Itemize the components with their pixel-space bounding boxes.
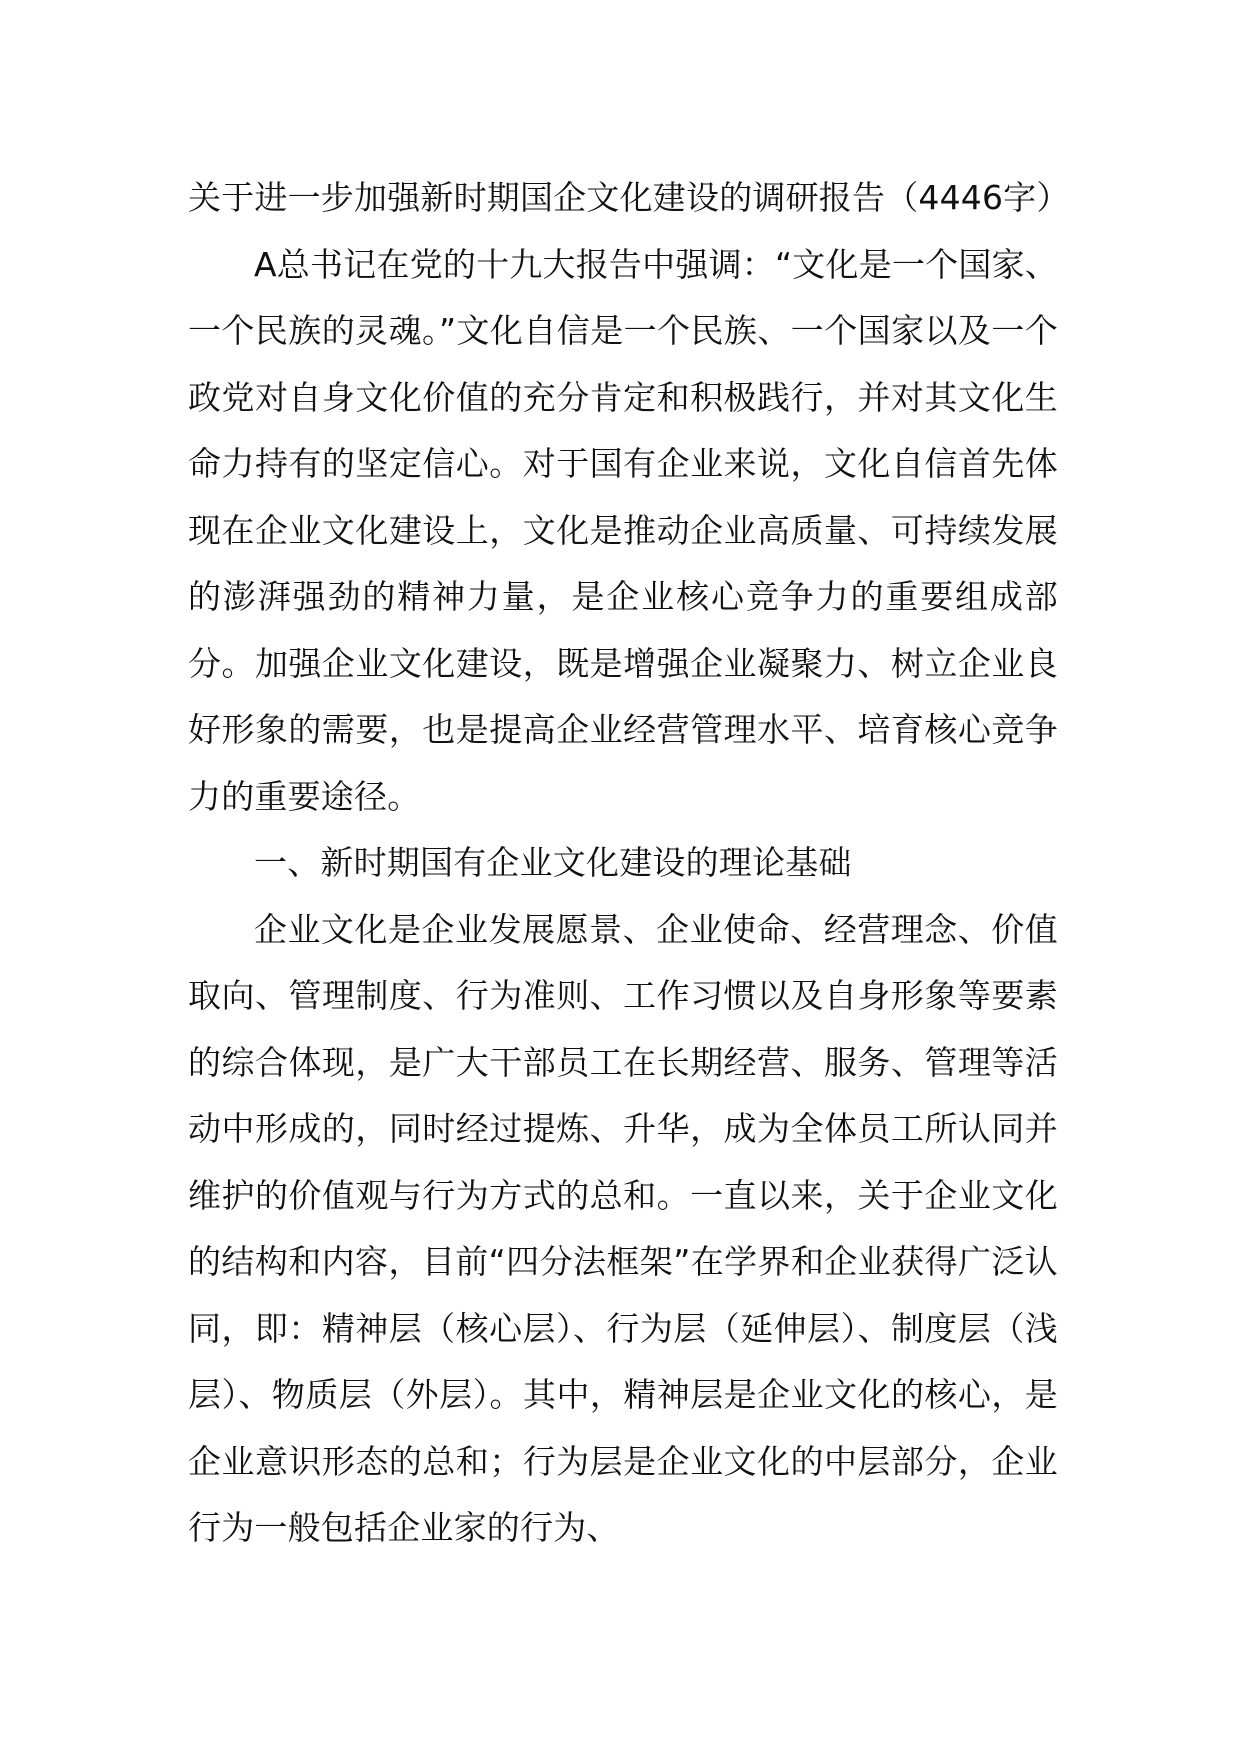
intro-paragraph: A总书记在党的十九大报告中强调：“文化是一个国家、一个民族的灵魂。”文化自信是一个民族、一个国家以及一个政党对自身文化价值的充分肯定和积极践行，并对其文化生命力持有的坚定信心。对于国有企业来说，文化自信首先体现在企业文化建设上，文化是推动企业高质量、可持续发展的澎湃强劲的精神力量，是企业核心竞争力的重要组成部分。加强企业文化建设，既是增强企业凝聚力、树立企业良好形象的需要，也是提高企业经营管理水平、培育核心竞争力的重要途径。 xyxy=(188,244,1058,816)
body-paragraph: 企业文化是企业发展愿景、企业使命、经营理念、价值取向、管理制度、行为准则、工作习惯以及自身形象等要素的综合体现，是广大干部员工在长期经营、服务、管理等活动中形成的，同时经过提炼、升华，成为全体员工所认同并维护的价值观与行为方式的总和。一直以来，关于企业文化的结构和内容，目前“四分法框架”在学界和企业获得广泛认同，即：精神层（核心层）、行为层（延伸层）、制度层（浅层）、物质层（外层）。其中，精神层是企业文化的核心，是企业意识形态的总和；行为层是企业文化的中层部分，企业行为一般包括企业家的行为、 xyxy=(188,909,1058,1547)
section-heading: 一、新时期国有企业文化建设的理论基础 xyxy=(254,843,852,882)
document-body xyxy=(188,165,1070,1562)
document-title: 关于进一步加强新时期国企文化建设的调研报告（4446字） xyxy=(188,178,1070,217)
